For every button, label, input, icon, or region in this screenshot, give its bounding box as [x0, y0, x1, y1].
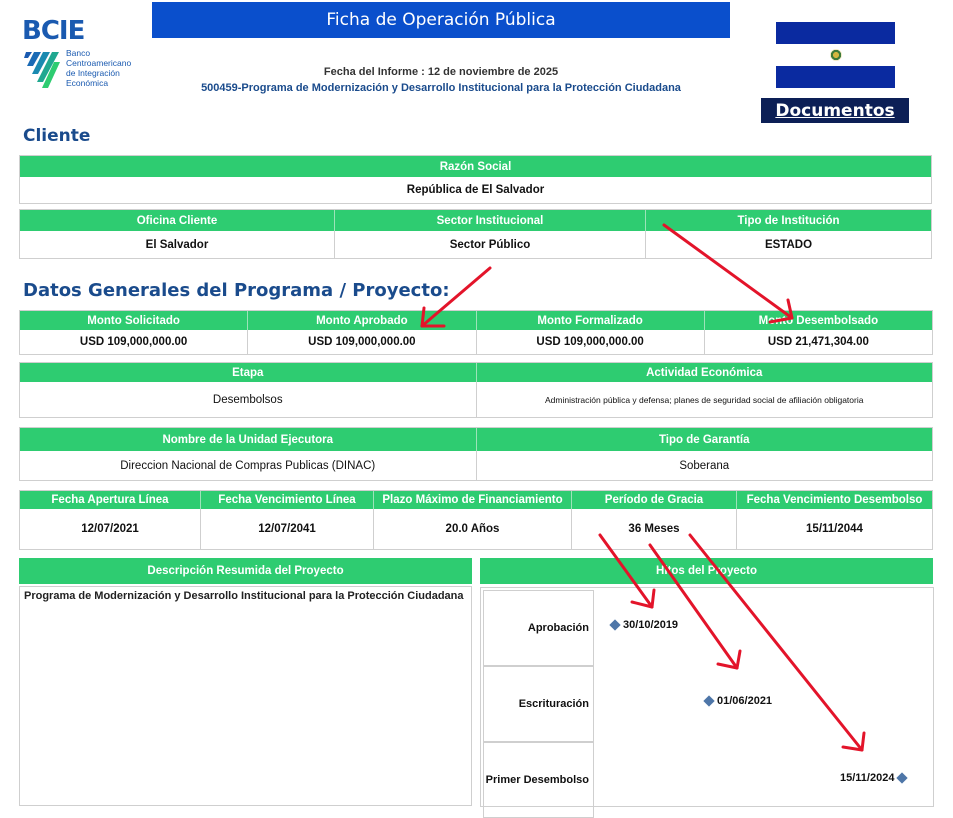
logo-subtitle — [66, 48, 131, 88]
hitos-timeline — [480, 587, 934, 807]
cliente-fields-box — [19, 209, 932, 259]
diamond-marker-icon — [609, 619, 620, 630]
hito-label: Aprobación — [483, 590, 594, 666]
page-title: Ficha de Operación Pública — [152, 2, 730, 38]
report-date: Fecha del Informe : 12 de noviembre de 2025 — [323, 66, 559, 78]
descripcion-label: Descripción Resumida del Proyecto — [19, 558, 472, 584]
section-title-cliente: Cliente — [23, 126, 91, 146]
razon-social-box — [19, 155, 932, 204]
hitos-label: Hitos del Proyecto — [480, 558, 933, 584]
monto-desembolsado-label: Monto Desembolsado — [704, 311, 932, 330]
milestone-aprobacion — [611, 619, 678, 631]
el-salvador-flag-icon — [776, 22, 895, 88]
monto-solicitado-value: USD 109,000,000.00 — [79, 336, 188, 348]
diamond-marker-icon — [703, 695, 714, 706]
tipo-institucion-value: ESTADO — [645, 231, 931, 258]
monto-formalizado-label: Monto Formalizado — [476, 311, 704, 330]
fecha-vencimiento-linea-label: Fecha Vencimiento Línea — [200, 491, 373, 509]
logo-stripes-icon — [24, 50, 62, 90]
bcie-logo — [22, 18, 152, 94]
fechas-box — [19, 490, 933, 550]
etapa-actividad-box — [19, 362, 933, 418]
milestone-date: 15/11/2024 — [840, 772, 895, 784]
fecha-vencimiento-desembolso-value: 15/11/2044 — [736, 509, 932, 549]
plazo-maximo-label: Plazo Máximo de Financiamiento — [373, 491, 571, 509]
descripcion-value: Programa de Modernización y Desarrollo Institucional para la Protección Ciudadana — [19, 586, 472, 806]
actividad-economica-label: Actividad Económica — [476, 363, 933, 382]
monto-aprobado-label: Monto Aprobado — [247, 311, 475, 330]
milestone-date: 01/06/2021 — [717, 695, 773, 707]
etapa-label: Etapa — [20, 363, 476, 382]
sector-institucional-label: Sector Institucional — [334, 210, 645, 231]
oficina-cliente-value: El Salvador — [145, 238, 209, 251]
tipo-institucion-label: Tipo de Institución — [645, 210, 931, 231]
milestone-date: 30/10/2019 — [623, 619, 679, 631]
monto-formalizado-value: USD 109,000,000.00 — [476, 330, 704, 354]
milestone-primer-desembolso — [840, 772, 906, 784]
actividad-economica-value: Administración pública y defensa; planes de seguridad social de afiliación obligatoria — [476, 382, 933, 417]
fecha-apertura-label: Fecha Apertura Línea — [20, 491, 200, 509]
section-title-datos-generales: Datos Generales del Programa / Proyecto: — [23, 280, 450, 301]
logo-line: Económica — [66, 78, 109, 88]
diamond-marker-icon — [897, 772, 908, 783]
razon-social-label: Razón Social — [20, 156, 931, 177]
logo-line: Banco — [66, 48, 91, 58]
ejecutora-garantia-box — [19, 427, 933, 481]
etapa-value: Desembolsos — [212, 393, 283, 406]
razon-social-value: República de El Salvador — [406, 184, 545, 196]
fecha-vencimiento-desembolso-label: Fecha Vencimiento Desembolso — [736, 491, 932, 509]
logo-line: de Integración — [66, 68, 120, 78]
periodo-gracia-value: 36 Meses — [571, 509, 736, 549]
hito-label: Escrituración — [483, 666, 594, 742]
documents-link[interactable]: Documentos — [761, 98, 909, 123]
unidad-ejecutora-label: Nombre de la Unidad Ejecutora — [20, 428, 476, 451]
coat-of-arms-icon — [830, 49, 842, 61]
logo-line: Centroamericano — [66, 58, 132, 68]
fecha-vencimiento-linea-value: 12/07/2041 — [200, 509, 373, 549]
tipo-garantia-label: Tipo de Garantía — [476, 428, 933, 451]
program-name: 500459-Programa de Modernización y Desarrollo Institucional para la Protección Ciudadana — [201, 82, 681, 94]
hito-label: Primer Desembolso — [483, 742, 594, 818]
montos-box — [19, 310, 933, 355]
fecha-apertura-value: 12/07/2021 — [81, 523, 139, 535]
unidad-ejecutora-value: Direccion Nacional de Compras Publicas (DINAC) — [120, 459, 376, 472]
sector-institucional-value: Sector Público — [334, 231, 645, 258]
periodo-gracia-label: Período de Gracia — [571, 491, 736, 509]
milestone-escrituracion — [705, 695, 772, 707]
oficina-cliente-label: Oficina Cliente — [20, 210, 334, 231]
tipo-garantia-value: Soberana — [476, 451, 933, 480]
monto-solicitado-label: Monto Solicitado — [20, 311, 247, 330]
monto-desembolsado-value: USD 21,471,304.00 — [704, 330, 932, 354]
logo-acronym: BCIE — [22, 16, 85, 46]
plazo-maximo-value: 20.0 Años — [373, 509, 571, 549]
monto-aprobado-value: USD 109,000,000.00 — [247, 330, 475, 354]
